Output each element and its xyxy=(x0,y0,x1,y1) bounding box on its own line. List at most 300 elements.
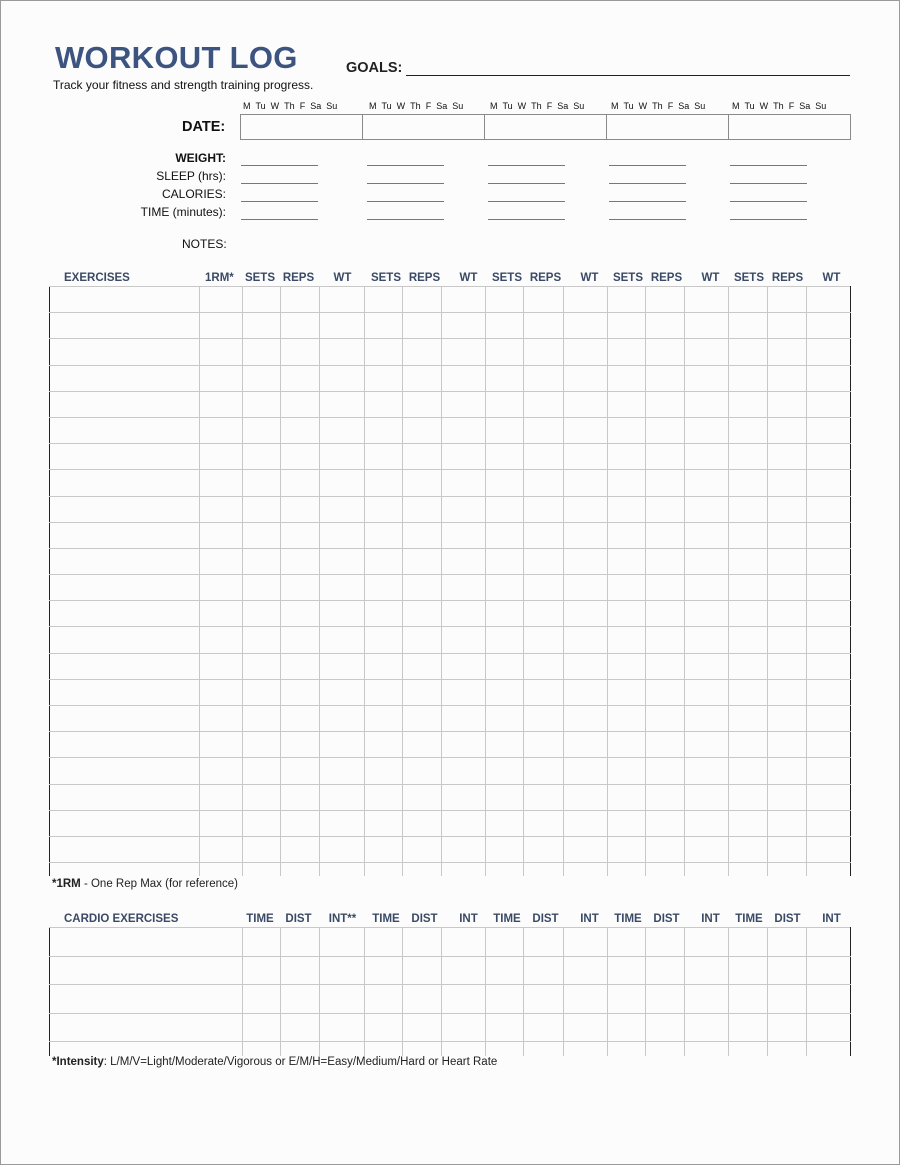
table-cell[interactable] xyxy=(486,365,524,391)
table-cell[interactable] xyxy=(524,928,563,957)
table-cell[interactable] xyxy=(685,339,729,365)
table-cell[interactable] xyxy=(767,391,806,417)
table-cell[interactable] xyxy=(320,732,364,758)
table-cell[interactable] xyxy=(685,836,729,862)
table-cell[interactable] xyxy=(441,496,485,522)
table-cell[interactable] xyxy=(524,679,563,705)
table-cell[interactable] xyxy=(320,365,364,391)
table-cell[interactable] xyxy=(729,365,767,391)
table-cell[interactable] xyxy=(486,601,524,627)
table-cell[interactable] xyxy=(242,601,280,627)
table-cell[interactable] xyxy=(729,601,767,627)
table-cell[interactable] xyxy=(281,313,320,339)
table-cell[interactable] xyxy=(320,339,364,365)
table-cell[interactable] xyxy=(281,548,320,574)
table-cell[interactable] xyxy=(767,679,806,705)
table-cell[interactable] xyxy=(729,758,767,784)
table-cell[interactable] xyxy=(50,496,200,522)
table-cell[interactable] xyxy=(806,706,850,732)
table-cell[interactable] xyxy=(441,601,485,627)
table-cell[interactable] xyxy=(524,1013,563,1042)
table-cell[interactable] xyxy=(320,985,364,1014)
table-cell[interactable] xyxy=(524,522,563,548)
table-cell[interactable] xyxy=(767,1042,806,1056)
table-cell[interactable] xyxy=(50,1013,243,1042)
table-cell[interactable] xyxy=(50,470,200,496)
table-cell[interactable] xyxy=(645,758,684,784)
table-cell[interactable] xyxy=(242,863,280,876)
table-cell[interactable] xyxy=(402,863,441,876)
table-cell[interactable] xyxy=(281,784,320,810)
table-cell[interactable] xyxy=(524,575,563,601)
table-cell[interactable] xyxy=(364,417,402,443)
table-cell[interactable] xyxy=(364,1013,402,1042)
table-cell[interactable] xyxy=(402,417,441,443)
table-cell[interactable] xyxy=(50,732,200,758)
table-cell[interactable] xyxy=(524,444,563,470)
table-cell[interactable] xyxy=(767,1013,806,1042)
table-cell[interactable] xyxy=(50,365,200,391)
metric-entry-line[interactable] xyxy=(241,183,318,184)
table-cell[interactable] xyxy=(441,758,485,784)
table-cell[interactable] xyxy=(607,313,645,339)
table-cell[interactable] xyxy=(486,758,524,784)
table-cell[interactable] xyxy=(607,836,645,862)
table-cell[interactable] xyxy=(402,653,441,679)
table-cell[interactable] xyxy=(364,784,402,810)
table-cell[interactable] xyxy=(281,470,320,496)
table-cell[interactable] xyxy=(486,627,524,653)
metric-entry-line[interactable] xyxy=(730,183,807,184)
table-cell[interactable] xyxy=(441,287,485,313)
table-cell[interactable] xyxy=(402,985,441,1014)
table-cell[interactable] xyxy=(364,365,402,391)
metric-entry-line[interactable] xyxy=(367,165,444,166)
table-cell[interactable] xyxy=(685,287,729,313)
table-cell[interactable] xyxy=(645,339,684,365)
table-cell[interactable] xyxy=(645,679,684,705)
table-cell[interactable] xyxy=(320,784,364,810)
table-cell[interactable] xyxy=(729,417,767,443)
table-cell[interactable] xyxy=(320,287,364,313)
table-cell[interactable] xyxy=(281,863,320,876)
table-cell[interactable] xyxy=(441,391,485,417)
table-cell[interactable] xyxy=(320,601,364,627)
table-cell[interactable] xyxy=(50,339,200,365)
table-cell[interactable] xyxy=(486,496,524,522)
table-cell[interactable] xyxy=(199,444,242,470)
table-cell[interactable] xyxy=(685,496,729,522)
table-cell[interactable] xyxy=(441,836,485,862)
table-cell[interactable] xyxy=(607,627,645,653)
table-cell[interactable] xyxy=(607,522,645,548)
table-cell[interactable] xyxy=(199,470,242,496)
table-cell[interactable] xyxy=(563,522,607,548)
table-cell[interactable] xyxy=(402,627,441,653)
table-cell[interactable] xyxy=(607,985,645,1014)
table-cell[interactable] xyxy=(767,417,806,443)
table-cell[interactable] xyxy=(402,522,441,548)
table-cell[interactable] xyxy=(281,601,320,627)
table-cell[interactable] xyxy=(402,956,441,985)
table-cell[interactable] xyxy=(524,1042,563,1056)
table-cell[interactable] xyxy=(729,496,767,522)
table-cell[interactable] xyxy=(486,732,524,758)
table-cell[interactable] xyxy=(364,679,402,705)
table-cell[interactable] xyxy=(645,1042,684,1056)
table-cell[interactable] xyxy=(806,653,850,679)
table-cell[interactable] xyxy=(767,601,806,627)
table-cell[interactable] xyxy=(320,627,364,653)
table-cell[interactable] xyxy=(441,575,485,601)
table-cell[interactable] xyxy=(806,784,850,810)
table-cell[interactable] xyxy=(281,627,320,653)
table-cell[interactable] xyxy=(767,956,806,985)
table-cell[interactable] xyxy=(50,627,200,653)
table-cell[interactable] xyxy=(281,1013,320,1042)
table-cell[interactable] xyxy=(767,313,806,339)
table-cell[interactable] xyxy=(281,339,320,365)
table-cell[interactable] xyxy=(281,810,320,836)
table-cell[interactable] xyxy=(806,601,850,627)
table-cell[interactable] xyxy=(607,575,645,601)
table-cell[interactable] xyxy=(441,522,485,548)
table-cell[interactable] xyxy=(50,313,200,339)
table-cell[interactable] xyxy=(281,836,320,862)
table-cell[interactable] xyxy=(242,444,280,470)
table-cell[interactable] xyxy=(320,417,364,443)
table-cell[interactable] xyxy=(806,339,850,365)
table-cell[interactable] xyxy=(402,836,441,862)
table-cell[interactable] xyxy=(364,863,402,876)
table-cell[interactable] xyxy=(524,810,563,836)
table-cell[interactable] xyxy=(50,522,200,548)
table-cell[interactable] xyxy=(402,928,441,957)
table-cell[interactable] xyxy=(199,758,242,784)
table-cell[interactable] xyxy=(729,627,767,653)
table-cell[interactable] xyxy=(806,444,850,470)
table-cell[interactable] xyxy=(320,444,364,470)
table-cell[interactable] xyxy=(685,985,729,1014)
table-cell[interactable] xyxy=(563,548,607,574)
table-cell[interactable] xyxy=(320,836,364,862)
table-cell[interactable] xyxy=(729,706,767,732)
table-cell[interactable] xyxy=(364,313,402,339)
table-cell[interactable] xyxy=(199,601,242,627)
metric-entry-line[interactable] xyxy=(367,201,444,202)
table-cell[interactable] xyxy=(524,313,563,339)
table-cell[interactable] xyxy=(320,956,364,985)
table-cell[interactable] xyxy=(242,339,280,365)
table-cell[interactable] xyxy=(402,732,441,758)
table-cell[interactable] xyxy=(364,758,402,784)
table-cell[interactable] xyxy=(441,417,485,443)
table-cell[interactable] xyxy=(320,313,364,339)
metric-entry-line[interactable] xyxy=(241,201,318,202)
table-cell[interactable] xyxy=(281,1042,320,1056)
table-cell[interactable] xyxy=(685,1042,729,1056)
table-cell[interactable] xyxy=(242,522,280,548)
table-cell[interactable] xyxy=(281,653,320,679)
table-cell[interactable] xyxy=(402,444,441,470)
table-cell[interactable] xyxy=(645,444,684,470)
table-cell[interactable] xyxy=(563,575,607,601)
table-cell[interactable] xyxy=(199,836,242,862)
table-cell[interactable] xyxy=(767,732,806,758)
table-cell[interactable] xyxy=(767,810,806,836)
table-cell[interactable] xyxy=(486,339,524,365)
table-cell[interactable] xyxy=(563,1013,607,1042)
table-cell[interactable] xyxy=(607,1042,645,1056)
table-cell[interactable] xyxy=(524,956,563,985)
table-cell[interactable] xyxy=(767,863,806,876)
table-cell[interactable] xyxy=(199,732,242,758)
table-cell[interactable] xyxy=(729,956,767,985)
table-cell[interactable] xyxy=(199,365,242,391)
table-cell[interactable] xyxy=(281,985,320,1014)
table-cell[interactable] xyxy=(486,956,524,985)
table-cell[interactable] xyxy=(50,601,200,627)
table-cell[interactable] xyxy=(685,810,729,836)
table-cell[interactable] xyxy=(486,679,524,705)
table-cell[interactable] xyxy=(320,928,364,957)
table-cell[interactable] xyxy=(563,863,607,876)
table-cell[interactable] xyxy=(281,679,320,705)
table-cell[interactable] xyxy=(364,391,402,417)
table-cell[interactable] xyxy=(441,627,485,653)
table-cell[interactable] xyxy=(729,985,767,1014)
table-cell[interactable] xyxy=(645,470,684,496)
table-cell[interactable] xyxy=(685,522,729,548)
table-cell[interactable] xyxy=(242,653,280,679)
table-cell[interactable] xyxy=(50,679,200,705)
table-cell[interactable] xyxy=(563,956,607,985)
table-cell[interactable] xyxy=(320,863,364,876)
table-cell[interactable] xyxy=(524,653,563,679)
table-cell[interactable] xyxy=(806,732,850,758)
table-cell[interactable] xyxy=(645,287,684,313)
table-cell[interactable] xyxy=(563,287,607,313)
table-cell[interactable] xyxy=(50,287,200,313)
table-cell[interactable] xyxy=(441,653,485,679)
table-cell[interactable] xyxy=(50,548,200,574)
table-cell[interactable] xyxy=(364,575,402,601)
table-cell[interactable] xyxy=(441,863,485,876)
table-cell[interactable] xyxy=(645,928,684,957)
table-cell[interactable] xyxy=(806,1042,850,1056)
table-cell[interactable] xyxy=(242,417,280,443)
table-cell[interactable] xyxy=(806,548,850,574)
table-cell[interactable] xyxy=(563,810,607,836)
table-cell[interactable] xyxy=(767,548,806,574)
table-cell[interactable] xyxy=(685,706,729,732)
table-cell[interactable] xyxy=(50,575,200,601)
table-cell[interactable] xyxy=(729,444,767,470)
table-cell[interactable] xyxy=(364,496,402,522)
table-cell[interactable] xyxy=(607,706,645,732)
table-cell[interactable] xyxy=(402,365,441,391)
table-cell[interactable] xyxy=(50,706,200,732)
table-cell[interactable] xyxy=(729,287,767,313)
table-cell[interactable] xyxy=(320,758,364,784)
table-cell[interactable] xyxy=(199,784,242,810)
table-cell[interactable] xyxy=(524,391,563,417)
table-cell[interactable] xyxy=(486,1013,524,1042)
table-cell[interactable] xyxy=(281,758,320,784)
table-cell[interactable] xyxy=(767,365,806,391)
table-cell[interactable] xyxy=(563,496,607,522)
metric-entry-line[interactable] xyxy=(488,183,565,184)
table-cell[interactable] xyxy=(645,496,684,522)
table-cell[interactable] xyxy=(524,863,563,876)
table-cell[interactable] xyxy=(242,985,280,1014)
table-cell[interactable] xyxy=(486,1042,524,1056)
table-cell[interactable] xyxy=(806,496,850,522)
table-cell[interactable] xyxy=(685,863,729,876)
table-cell[interactable] xyxy=(402,575,441,601)
table-cell[interactable] xyxy=(645,1013,684,1042)
table-cell[interactable] xyxy=(281,732,320,758)
table-cell[interactable] xyxy=(767,287,806,313)
table-cell[interactable] xyxy=(729,548,767,574)
table-cell[interactable] xyxy=(806,470,850,496)
table-cell[interactable] xyxy=(402,548,441,574)
table-cell[interactable] xyxy=(486,575,524,601)
table-cell[interactable] xyxy=(645,522,684,548)
table-cell[interactable] xyxy=(242,313,280,339)
table-cell[interactable] xyxy=(685,679,729,705)
table-cell[interactable] xyxy=(486,444,524,470)
table-cell[interactable] xyxy=(563,758,607,784)
metric-entry-line[interactable] xyxy=(730,165,807,166)
table-cell[interactable] xyxy=(199,627,242,653)
table-cell[interactable] xyxy=(524,706,563,732)
table-cell[interactable] xyxy=(767,496,806,522)
table-cell[interactable] xyxy=(242,496,280,522)
table-cell[interactable] xyxy=(486,417,524,443)
table-cell[interactable] xyxy=(645,417,684,443)
table-cell[interactable] xyxy=(729,575,767,601)
table-cell[interactable] xyxy=(242,706,280,732)
table-cell[interactable] xyxy=(199,287,242,313)
table-cell[interactable] xyxy=(729,313,767,339)
table-cell[interactable] xyxy=(729,470,767,496)
table-cell[interactable] xyxy=(767,985,806,1014)
table-cell[interactable] xyxy=(441,810,485,836)
table-cell[interactable] xyxy=(242,784,280,810)
table-cell[interactable] xyxy=(645,784,684,810)
table-cell[interactable] xyxy=(563,679,607,705)
table-cell[interactable] xyxy=(806,1013,850,1042)
table-cell[interactable] xyxy=(729,391,767,417)
table-cell[interactable] xyxy=(563,417,607,443)
table-cell[interactable] xyxy=(563,985,607,1014)
table-cell[interactable] xyxy=(50,956,243,985)
table-cell[interactable] xyxy=(524,601,563,627)
table-cell[interactable] xyxy=(199,863,242,876)
table-cell[interactable] xyxy=(607,732,645,758)
table-cell[interactable] xyxy=(486,810,524,836)
metric-entry-line[interactable] xyxy=(488,201,565,202)
table-cell[interactable] xyxy=(729,339,767,365)
table-cell[interactable] xyxy=(50,391,200,417)
table-cell[interactable] xyxy=(563,784,607,810)
table-cell[interactable] xyxy=(607,1013,645,1042)
table-cell[interactable] xyxy=(645,391,684,417)
table-cell[interactable] xyxy=(441,928,485,957)
table-cell[interactable] xyxy=(199,391,242,417)
table-cell[interactable] xyxy=(441,444,485,470)
table-cell[interactable] xyxy=(729,653,767,679)
table-cell[interactable] xyxy=(729,784,767,810)
table-cell[interactable] xyxy=(242,365,280,391)
table-cell[interactable] xyxy=(806,836,850,862)
table-cell[interactable] xyxy=(645,575,684,601)
table-cell[interactable] xyxy=(806,758,850,784)
table-cell[interactable] xyxy=(281,444,320,470)
metric-entry-line[interactable] xyxy=(730,219,807,220)
table-cell[interactable] xyxy=(767,470,806,496)
table-cell[interactable] xyxy=(486,391,524,417)
table-cell[interactable] xyxy=(563,313,607,339)
table-cell[interactable] xyxy=(563,444,607,470)
table-cell[interactable] xyxy=(767,706,806,732)
table-cell[interactable] xyxy=(645,548,684,574)
table-cell[interactable] xyxy=(645,836,684,862)
metric-entry-line[interactable] xyxy=(241,219,318,220)
table-cell[interactable] xyxy=(767,444,806,470)
table-cell[interactable] xyxy=(402,470,441,496)
metric-entry-line[interactable] xyxy=(730,201,807,202)
table-cell[interactable] xyxy=(402,679,441,705)
table-cell[interactable] xyxy=(402,758,441,784)
table-cell[interactable] xyxy=(242,1042,280,1056)
table-cell[interactable] xyxy=(242,575,280,601)
table-cell[interactable] xyxy=(524,365,563,391)
table-cell[interactable] xyxy=(563,928,607,957)
table-cell[interactable] xyxy=(364,706,402,732)
table-cell[interactable] xyxy=(524,784,563,810)
table-cell[interactable] xyxy=(441,1042,485,1056)
table-cell[interactable] xyxy=(402,601,441,627)
table-cell[interactable] xyxy=(441,784,485,810)
table-cell[interactable] xyxy=(242,836,280,862)
table-cell[interactable] xyxy=(563,653,607,679)
metric-entry-line[interactable] xyxy=(609,165,686,166)
table-cell[interactable] xyxy=(645,601,684,627)
table-cell[interactable] xyxy=(806,863,850,876)
table-cell[interactable] xyxy=(685,732,729,758)
table-cell[interactable] xyxy=(364,985,402,1014)
table-cell[interactable] xyxy=(402,339,441,365)
table-cell[interactable] xyxy=(364,956,402,985)
table-cell[interactable] xyxy=(364,627,402,653)
table-cell[interactable] xyxy=(645,863,684,876)
table-cell[interactable] xyxy=(441,548,485,574)
table-cell[interactable] xyxy=(767,339,806,365)
table-cell[interactable] xyxy=(320,548,364,574)
table-cell[interactable] xyxy=(524,339,563,365)
table-cell[interactable] xyxy=(607,653,645,679)
table-cell[interactable] xyxy=(320,653,364,679)
metric-entry-line[interactable] xyxy=(488,219,565,220)
table-cell[interactable] xyxy=(441,956,485,985)
table-cell[interactable] xyxy=(685,417,729,443)
table-cell[interactable] xyxy=(806,365,850,391)
table-cell[interactable] xyxy=(242,627,280,653)
table-cell[interactable] xyxy=(729,679,767,705)
table-cell[interactable] xyxy=(729,810,767,836)
